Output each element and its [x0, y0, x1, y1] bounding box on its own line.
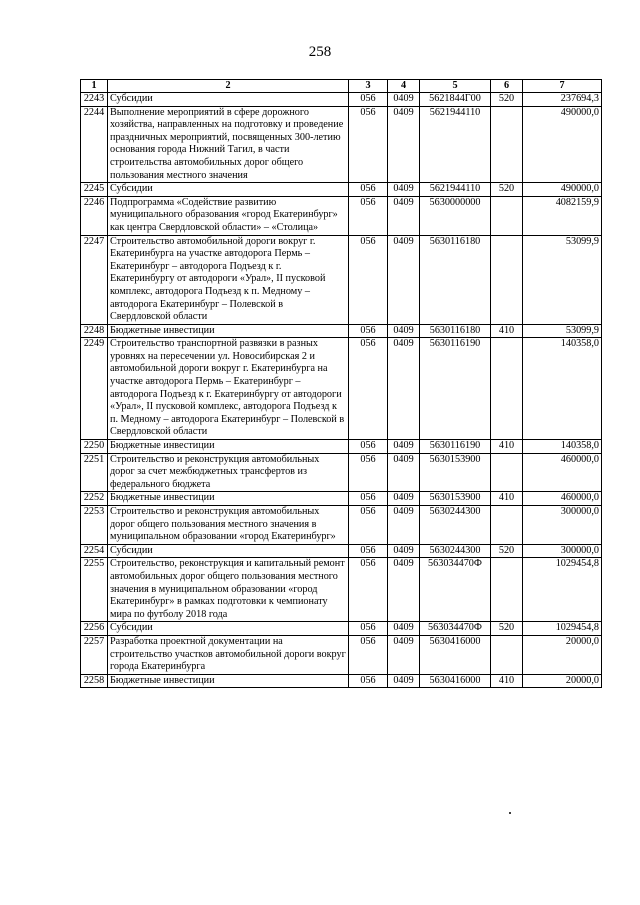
expense-type-code [491, 558, 523, 622]
ministry-code: 056 [349, 440, 388, 454]
amount: 300000,0 [523, 506, 602, 545]
expense-type-code: 520 [491, 622, 523, 636]
amount: 460000,0 [523, 453, 602, 492]
row-number: 2244 [81, 106, 108, 183]
header-row [81, 80, 602, 93]
item-name: Строительство транспортной развязки в разных уровнях на пересечении ул. Новосибирская 2 и автомобильной дороги вокруг г. Екатеринбурга на участке автодорога Пермь – Екатеринбург – автодорога Подъезд к г. Екатеринбургу от автодороги «Урал», II пусковой комплекс, автодорога Подъезд к п. Медному – автодорога Екатеринбург – Полевской в Свердловской области [108, 338, 349, 440]
row-number: 2256 [81, 622, 108, 636]
target-code: 5630416000 [420, 635, 491, 674]
section-code: 0409 [388, 440, 420, 454]
column-header: 2 [108, 80, 349, 93]
table-row [81, 196, 602, 235]
row-number: 2249 [81, 338, 108, 440]
section-code: 0409 [388, 196, 420, 235]
amount: 300000,0 [523, 544, 602, 558]
expense-type-code: 410 [491, 492, 523, 506]
section-code: 0409 [388, 506, 420, 545]
item-name: Бюджетные инвестиции [108, 440, 349, 454]
column-header: 7 [523, 80, 602, 93]
target-code: 563034470Ф [420, 558, 491, 622]
item-name: Бюджетные инвестиции [108, 324, 349, 338]
row-number: 2257 [81, 635, 108, 674]
ministry-code: 056 [349, 235, 388, 324]
expense-type-code [491, 106, 523, 183]
table-row [81, 492, 602, 506]
ministry-code: 056 [349, 106, 388, 183]
table-row [81, 440, 602, 454]
item-name: Бюджетные инвестиции [108, 492, 349, 506]
amount: 140358,0 [523, 440, 602, 454]
expense-type-code: 520 [491, 544, 523, 558]
section-code: 0409 [388, 324, 420, 338]
column-header: 3 [349, 80, 388, 93]
section-code: 0409 [388, 544, 420, 558]
section-code: 0409 [388, 183, 420, 197]
amount: 237694,3 [523, 93, 602, 107]
column-header: 1 [81, 80, 108, 93]
section-code: 0409 [388, 674, 420, 688]
ministry-code: 056 [349, 196, 388, 235]
ministry-code: 056 [349, 93, 388, 107]
section-code: 0409 [388, 453, 420, 492]
expense-type-code [491, 235, 523, 324]
expense-type-code: 520 [491, 183, 523, 197]
target-code: 5621844Г00 [420, 93, 491, 107]
expense-type-code: 410 [491, 674, 523, 688]
item-name: Выполнение мероприятий в сфере дорожного хозяйства, направленных на подготовку и проведение праздничных мероприятий, посвященных 300-летию основания города Нижний Тагил, в части строительства автомобильных дорог общего пользования местного значения [108, 106, 349, 183]
section-code: 0409 [388, 558, 420, 622]
item-name: Субсидии [108, 622, 349, 636]
column-header: 4 [388, 80, 420, 93]
section-code: 0409 [388, 635, 420, 674]
row-number: 2246 [81, 196, 108, 235]
amount: 140358,0 [523, 338, 602, 440]
table-row [81, 324, 602, 338]
expense-type-code [491, 635, 523, 674]
table-row [81, 674, 602, 688]
column-header: 6 [491, 80, 523, 93]
target-code: 5630116190 [420, 440, 491, 454]
target-code: 5630244300 [420, 506, 491, 545]
table-row [81, 183, 602, 197]
row-number: 2248 [81, 324, 108, 338]
ministry-code: 056 [349, 492, 388, 506]
table-row [81, 106, 602, 183]
target-code: 5630153900 [420, 453, 491, 492]
ministry-code: 056 [349, 324, 388, 338]
section-code: 0409 [388, 93, 420, 107]
amount: 53099,9 [523, 235, 602, 324]
amount: 20000,0 [523, 635, 602, 674]
section-code: 0409 [388, 338, 420, 440]
section-code: 0409 [388, 492, 420, 506]
row-number: 2258 [81, 674, 108, 688]
expense-type-code [491, 506, 523, 545]
table-row [81, 93, 602, 107]
target-code: 5630244300 [420, 544, 491, 558]
target-code: 5630000000 [420, 196, 491, 235]
target-code: 5630116180 [420, 324, 491, 338]
target-code: 563034470Ф [420, 622, 491, 636]
item-name: Строительство и реконструкция автомобильных дорог общего пользования местного значения в муниципальном образовании «город Екатеринбург» [108, 506, 349, 545]
item-name: Подпрограмма «Содействие развитию муниципального образования «город Екатеринбург» как центра Свердловской области» – «Столица» [108, 196, 349, 235]
row-number: 2245 [81, 183, 108, 197]
ministry-code: 056 [349, 558, 388, 622]
target-code: 5621944110 [420, 183, 491, 197]
amount: 1029454,8 [523, 622, 602, 636]
table-row [81, 558, 602, 622]
stray-mark [509, 812, 511, 814]
target-code: 5630153900 [420, 492, 491, 506]
target-code: 5630116180 [420, 235, 491, 324]
amount: 53099,9 [523, 324, 602, 338]
expense-type-code [491, 453, 523, 492]
item-name: Субсидии [108, 544, 349, 558]
target-code: 5630416000 [420, 674, 491, 688]
row-number: 2247 [81, 235, 108, 324]
section-code: 0409 [388, 622, 420, 636]
section-code: 0409 [388, 106, 420, 183]
table-row [81, 506, 602, 545]
row-number: 2252 [81, 492, 108, 506]
amount: 20000,0 [523, 674, 602, 688]
expense-type-code: 520 [491, 93, 523, 107]
item-name: Субсидии [108, 93, 349, 107]
amount: 1029454,8 [523, 558, 602, 622]
expense-type-code: 410 [491, 440, 523, 454]
table-row [81, 622, 602, 636]
ministry-code: 056 [349, 635, 388, 674]
amount: 490000,0 [523, 183, 602, 197]
section-code: 0409 [388, 235, 420, 324]
column-header: 5 [420, 80, 491, 93]
item-name: Строительство, реконструкция и капитальный ремонт автомобильных дорог общего пользования местного значения в муниципальном образовании «город Екатеринбург» в рамках подготовки к чемпионату мира по футболу 2018 года [108, 558, 349, 622]
ministry-code: 056 [349, 506, 388, 545]
ministry-code: 056 [349, 338, 388, 440]
ministry-code: 056 [349, 183, 388, 197]
item-name: Строительство и реконструкция автомобильных дорог за счет межбюджетных трансфертов из федерального бюджета [108, 453, 349, 492]
row-number: 2243 [81, 93, 108, 107]
expense-type-code: 410 [491, 324, 523, 338]
amount: 460000,0 [523, 492, 602, 506]
amount: 490000,0 [523, 106, 602, 183]
ministry-code: 056 [349, 544, 388, 558]
amount: 4082159,9 [523, 196, 602, 235]
table-row [81, 544, 602, 558]
expense-type-code [491, 338, 523, 440]
row-number: 2253 [81, 506, 108, 545]
table-row [81, 453, 602, 492]
expense-type-code [491, 196, 523, 235]
ministry-code: 056 [349, 674, 388, 688]
ministry-code: 056 [349, 453, 388, 492]
budget-table [80, 79, 602, 688]
table-row [81, 235, 602, 324]
target-code: 5621944110 [420, 106, 491, 183]
item-name: Разработка проектной документации на строительство участков автомобильной дороги вокруг города Екатеринбурга [108, 635, 349, 674]
row-number: 2250 [81, 440, 108, 454]
target-code: 5630116190 [420, 338, 491, 440]
ministry-code: 056 [349, 622, 388, 636]
table-row [81, 635, 602, 674]
item-name: Субсидии [108, 183, 349, 197]
item-name: Бюджетные инвестиции [108, 674, 349, 688]
row-number: 2255 [81, 558, 108, 622]
page-number: 258 [308, 44, 332, 60]
row-number: 2254 [81, 544, 108, 558]
table-row [81, 338, 602, 440]
row-number: 2251 [81, 453, 108, 492]
item-name: Строительство автомобильной дороги вокруг г. Екатеринбурга на участке автодорога Пермь – Екатеринбург – автодорога Подъезд к г. Екатеринбургу от автодороги «Урал», II пусковой комплекс, автодорога Подъезд к п. Медному – автодорога Екатеринбург – Полевской в Свердловской области [108, 235, 349, 324]
